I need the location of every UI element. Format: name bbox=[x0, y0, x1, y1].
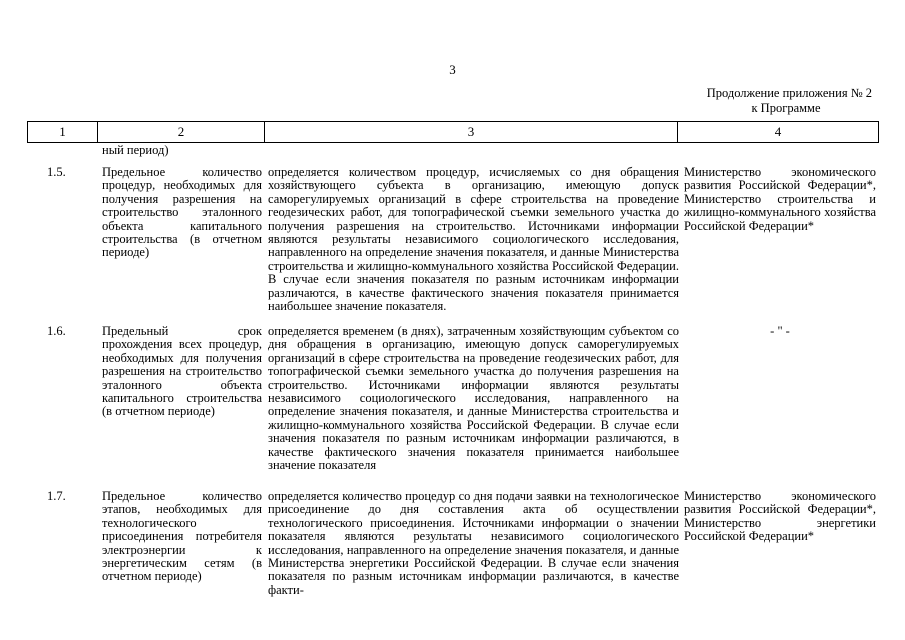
indicator-name: Предельное количество процедур, необходимых для получения разрешения на строительство эталонного объекта капитального строительства (в отчетном периоде) bbox=[102, 165, 262, 260]
indicator-description: определяется временем (в днях), затраченным хозяйствующим субъектом со дня обращения в организацию, имеющую допуск саморегулируемых организаций в сфере строительства на проведение геодезических работ, для топографической съемки земельного участка до получения разрешения на строительство. Источниками информации являются результаты независимого социологического исследования, направленного на определение значения показателя, и данные Министерства строительства и жилищно-коммунального хозяйства Российской Федерации. В случае если значения показателя по разным источникам информации различаются, в качестве фактического значения показателя принимается наибольшее значение показателя bbox=[268, 324, 679, 473]
indicator-source: Министерство экономического развития Российской Федерации*, Министерство строительства и жилищно-коммунального хозяйства Российской Федерации* bbox=[684, 165, 876, 233]
page-number: 3 bbox=[449, 62, 456, 77]
row-number: 1.5. bbox=[47, 165, 66, 179]
continuation-line-2: к Программе bbox=[751, 101, 821, 115]
appendix-continuation-note bbox=[640, 86, 872, 116]
header-col-3: 3 bbox=[265, 122, 678, 142]
indicator-source: - " - bbox=[770, 324, 790, 338]
indicator-description: определяется количество процедур со дня подачи заявки на технологическое присоединение до дня составления акта об осуществлении технологического присоединения. Источниками информации о значении показателя являются результаты независимого социологического исследования, направленного на определение значения показателя, и данные Министерства энергетики Российской Федерации. В случае если значения показателя по разным источникам информации различаются, в качестве факти- bbox=[268, 489, 679, 597]
header-col-1: 1 bbox=[28, 122, 98, 142]
continuation-line-1: Продолжение приложения № 2 bbox=[706, 86, 872, 100]
indicator-description: определяется количеством процедур, исчисляемых со дня обращения хозяйствующего субъекта в организацию, имеющую допуск саморегулируемых организаций в сфере строительства на проведение геодезических работ, для топографической съемки земельного участка до получения разрешения на строительство. Источниками информации являются результаты независимого социологического исследования, направленного на определение значения показателя, и данные Министерства строительства и жилищно-коммунального хозяйства Российской Федерации. В случае если значения показателя по разным источникам информации различаются, в качестве фактического значения показателя принимается наибольшее значение показателя. bbox=[268, 165, 679, 314]
header-col-2: 2 bbox=[98, 122, 265, 142]
row-number: 1.6. bbox=[47, 324, 66, 338]
header-col-4: 4 bbox=[774, 124, 782, 139]
indicator-name: Предельное количество этапов, необходимых для технологического присоединения потребителя электроэнергии к энергетическим сетям (в отчетном периоде) bbox=[102, 489, 262, 584]
indicator-name: Предельный срок прохождения всех процедур, необходимых для получения разрешения на строительство эталонного объекта капитального строительства (в отчетном периоде) bbox=[102, 324, 262, 419]
row-number: 1.7. bbox=[47, 489, 66, 503]
carry-over-text: ный период) bbox=[102, 143, 169, 157]
table-header-row bbox=[27, 121, 879, 143]
indicator-source: Министерство экономического развития Российской Федерации*, Министерство энергетики Российской Федерации* bbox=[684, 489, 876, 544]
